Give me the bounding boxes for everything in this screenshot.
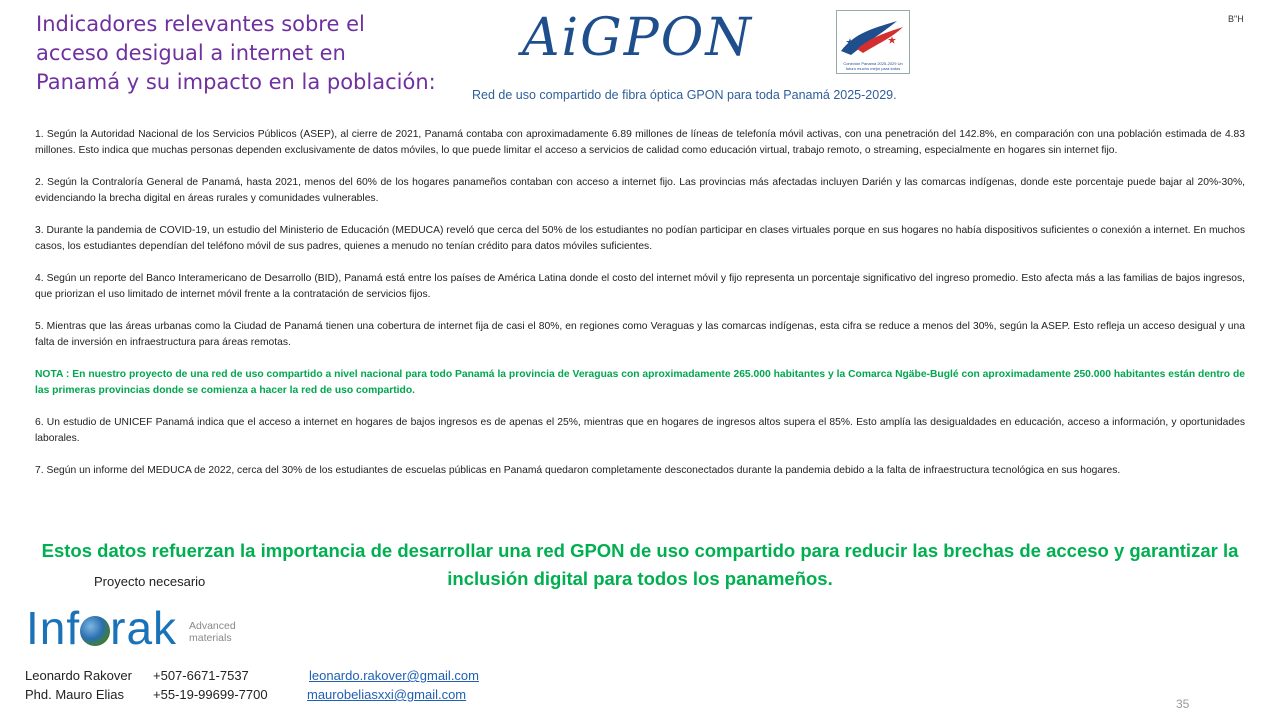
inforak-wordmark: Inf rak	[26, 602, 178, 654]
contact-name: Phd. Mauro Elias	[25, 687, 124, 702]
globe-icon	[80, 616, 110, 646]
contact-phone: +55-19-99699-7700	[153, 687, 268, 702]
inforak-tagline	[189, 620, 236, 644]
indicator-paragraph-5: 5. Mientras que las áreas urbanas como la Ciudad de Panamá tienen una cobertura de internet fija de casi el 80%, en regiones como Veraguas y las comarcas indígenas, esta cifra se reduce a menos del 30%, según la ASEP. Esto refleja un acceso desigual y una falta de inversión en infraestructura para áreas remotas.	[35, 321, 1245, 348]
indicator-paragraph-7: 7. Según un informe del MEDUCA de 2022, cerca del 30% de los estudiantes de escuelas públicas en Panamá quedaron completamente desconectados durante la pandemia debido a la falta de infraestructura tecnológica en sus hogares.	[35, 465, 1121, 476]
indicator-paragraph-2: 2. Según la Contraloría General de Panamá, hasta 2021, menos del 60% de los hogares panameños contaban con acceso a internet fijo. Las provincias más afectadas incluyen Darién y las comarcas indígenas, donde este porcentaje puede bajar al 20%-30%, evidenciando la brecha digital en áreas rurales y comunidades vulnerables.	[35, 177, 1245, 204]
indicator-paragraph-1: 1. Según la Autoridad Nacional de los Servicios Públicos (ASEP), al cierre de 2021, Panamá contaba con aproximadamente 6.89 millones de líneas de telefonía móvil activas, con una penetración del 142.8%, en comparación con una población estimada de 4.83 millones. Esto indica que muchas personas dependen exclusivamente de datos móviles, lo que puede limitar el acceso a servicios de calidad como educación virtual, trabajo remoto, o streaming, especialmente en hogares sin internet fijo.	[35, 129, 1245, 156]
indicator-paragraph-3: 3. Durante la pandemia de COVID-19, un estudio del Ministerio de Educación (MEDUCA) reveló que cerca del 50% de los estudiantes no podían participar en clases virtuales porque en sus hogares no había dispositivos suficientes o conexión a internet. En muchos casos, los estudiantes dependían del teléfono móvil de sus padres, quienes a menudo no tenían crédito para datos móviles suficientes.	[35, 225, 1245, 252]
indicator-paragraph-4: 4. Según un reporte del Banco Interamericano de Desarrollo (BID), Panamá está entre los países de América Latina donde el costo del internet móvil y fijo representa un porcentaje significativo del ingreso promedio. Esto afecta más a las familias de bajos ingresos, que priorizan el uso limitado de internet móvil frente a la contratación de servicios fijos.	[35, 273, 1245, 300]
project-note: NOTA : En nuestro proyecto de una red de uso compartido a nivel nacional para todo Panamá la provincia de Veraguas con aproximadamente 265.000 habitantes y la Comarca Ngäbe-Buglé con aproximadamente 250.000 habitantes están dentro de las primeras provincias donde se comienza a hacer la red de uso compartido.	[35, 369, 1245, 396]
contact-email-link[interactable]: leonardo.rakover@gmail.com	[309, 668, 479, 683]
flag-caption: Conexión Panamá 2025-2029 Un futuro mucho mejor para todos	[843, 61, 903, 71]
contact-row	[25, 666, 545, 685]
contact-row	[25, 685, 545, 704]
panama-flag-icon	[836, 10, 910, 74]
indicator-paragraph-6: 6. Un estudio de UNICEF Panamá indica que el acceso a internet en hogares de bajos ingresos es de apenas el 25%, mientras que en hogares de ingresos altos supera el 85%. Esto amplía las desigualdades en educación, acceso a información, y oportunidades laborales.	[35, 417, 1245, 444]
tagline-line-1: Advanced	[189, 620, 236, 632]
contact-name: Leonardo Rakover	[25, 668, 132, 683]
contact-email-link[interactable]: maurobeliasxxi@gmail.com	[307, 687, 467, 702]
aigpon-logo: AiGPON	[522, 8, 753, 68]
page-number: 35	[1176, 697, 1190, 711]
page-title: Indicadores relevantes sobre el acceso desigual a internet en Panamá y su impacto en la población:	[36, 12, 436, 94]
indicators-body	[35, 127, 1245, 495]
project-label: Proyecto necesario	[94, 574, 206, 589]
conclusion-statement: Estos datos refuerzan la importancia de desarrollar una red GPON de uso compartido para reducir las brechas de acceso y garantizar la inclusión digital para todos los panameños.	[41, 540, 1239, 589]
tagline-line-2: materials	[189, 632, 232, 644]
inforak-logo	[26, 600, 266, 656]
contact-phone: +507-6671-7537	[153, 668, 249, 683]
contact-list	[25, 666, 545, 704]
corner-mark: B"H	[1228, 14, 1244, 24]
subtitle: Red de uso compartido de fibra óptica GPON para toda Panamá 2025-2029.	[472, 88, 897, 102]
